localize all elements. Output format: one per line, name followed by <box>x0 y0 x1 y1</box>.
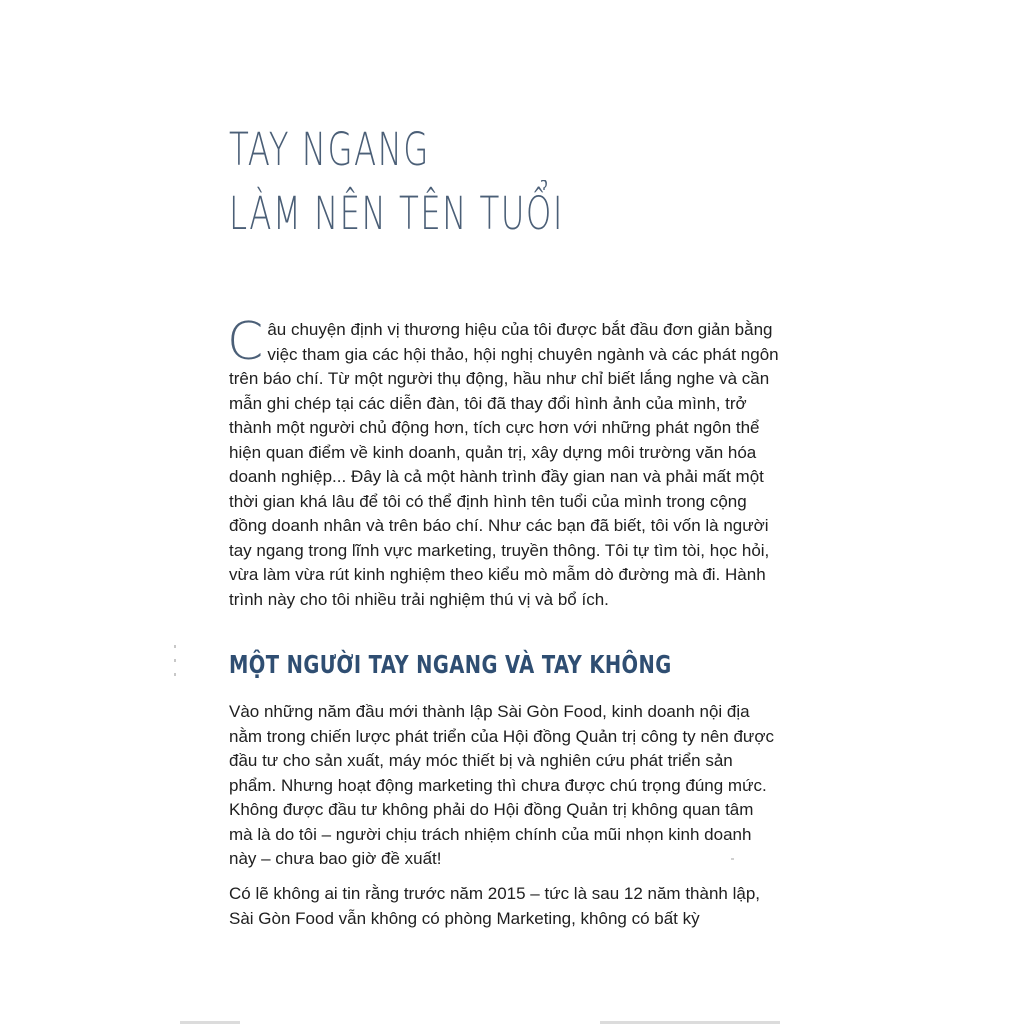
page-speck <box>731 858 734 860</box>
chapter-title <box>229 118 789 246</box>
margin-mark <box>174 645 176 648</box>
body-paragraph: Vào những năm đầu mới thành lập Sài Gòn Food, kinh doanh nội địa nằm trong chiến lược phát triển của Hội đồng Quản trị công ty nên được đầu tư cho sản xuất, máy móc thiết bị và nghiên cứu phát triển sản phẩm. Nhưng hoạt động marketing thì chưa được chú trọng đúng mức. Không được đầu tư không phải do Hội đồng Quản trị không quan tâm mà là do tôi – người chịu trách nhiệm chính của mũi nhọn kinh doanh này – chưa bao giờ đề xuất! <box>229 702 774 868</box>
drop-cap: C <box>227 312 264 372</box>
chapter-title-line-1: TAY NGANG <box>229 123 430 176</box>
section-heading: MỘT NGƯỜI TAY NGANG VÀ TAY KHÔNG <box>229 650 672 679</box>
margin-mark <box>174 659 176 662</box>
intro-paragraph <box>227 312 779 612</box>
chapter-title-line-2: LÀM NÊN TÊN TUỔI <box>229 187 564 240</box>
body-paragraph: Có lẽ không ai tin rằng trước năm 2015 – tức là sau 12 năm thành lập, Sài Gòn Food vẫn không có phòng Marketing, không có bất kỳ <box>229 884 760 928</box>
intro-text: âu chuyện định vị thương hiệu của tôi được bắt đầu đơn giản bằng việc tham gia các hội thảo, hội nghị chuyên ngành và các phát ngôn trên báo chí. Từ một người thụ động, hầu như chỉ biết lắng nghe và cần mẫn ghi chép tại các diễn đàn, tôi đã thay đổi hình ảnh của mình, trở thành một người chủ động hơn, tích cực hơn với những phát ngôn thể hiện quan điểm về kinh doanh, quản trị, xây dựng môi trường văn hóa doanh nghiệp... Đây là cả một hành trình đầy gian nan và phải mất một thời gian khá lâu để tôi có thể định hình tên tuổi của mình trong cộng đồng doanh nhân và trên báo chí. Như các bạn đã biết, tôi vốn là người tay ngang trong lĩnh vực marketing, truyền thông. Tôi tự tìm tòi, học hỏi, vừa làm vừa rút kinh nghiệm theo kiểu mò mẫm dò đường mà đi. Hành trình này cho tôi nhiều trải nghiệm thú vị và bổ ích. <box>229 320 779 609</box>
margin-mark <box>174 673 176 676</box>
